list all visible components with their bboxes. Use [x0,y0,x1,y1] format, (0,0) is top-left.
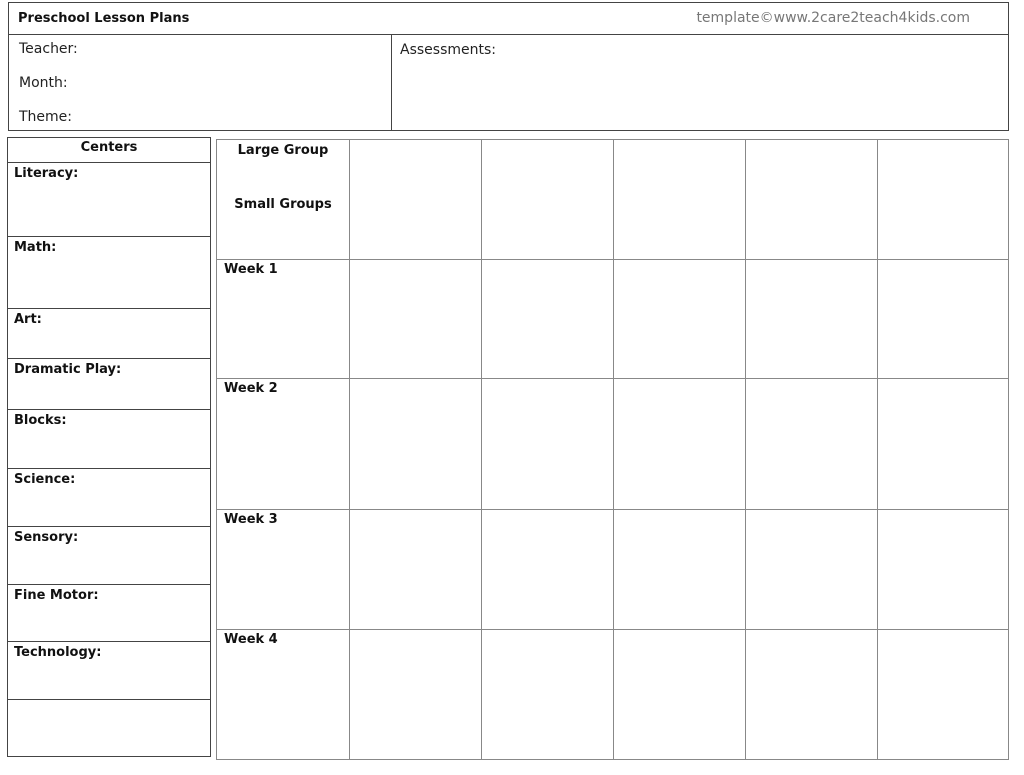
grid-row-divider [217,629,1008,630]
center-row-sensory [8,527,210,585]
center-row-math [8,237,210,309]
centers-header: Centers [80,140,138,155]
assessments-label: Assessments: [400,42,496,58]
center-row-art [8,309,210,359]
page-title: Preschool Lesson Plans [18,11,190,26]
week-label: Week 1 [224,262,278,277]
center-label: Sensory: [14,530,79,545]
weekly-plan-grid [216,139,1009,760]
center-label: Art: [14,312,42,327]
teacher-label: Teacher: [19,41,78,57]
week-label: Week 3 [224,512,278,527]
center-row-technology [8,642,210,700]
grid-column-divider [877,140,878,759]
center-row-fine-motor [8,585,210,642]
center-row-blocks [8,410,210,469]
center-label: Literacy: [14,166,79,181]
week-label: Week 4 [224,632,278,647]
grid-row-divider [217,509,1008,510]
grid-row-divider [217,378,1008,379]
centers-header-row [8,138,210,163]
center-row-science [8,469,210,527]
center-label: Math: [14,240,57,255]
week-label: Week 2 [224,381,278,396]
info-left-panel [9,35,392,130]
small-groups-label: Small Groups [234,197,332,212]
grid-column-divider [613,140,614,759]
large-group-label: Large Group [237,143,329,158]
page-header [8,2,1009,35]
center-label: Fine Motor: [14,588,99,603]
grid-column-divider [481,140,482,759]
center-row-blank [8,700,210,756]
center-row-dramatic-play [8,359,210,410]
grid-row-divider [217,259,1008,260]
info-block [8,35,1009,131]
grid-column-divider [349,140,350,759]
center-label: Technology: [14,645,102,660]
centers-column [7,137,211,757]
center-label: Science: [14,472,76,487]
center-label: Dramatic Play: [14,362,122,377]
month-label: Month: [19,75,68,91]
grid-column-divider [745,140,746,759]
center-label: Blocks: [14,413,67,428]
center-row-literacy [8,163,210,237]
template-site-credit: template©www.2care2teach4kids.com [696,10,970,26]
theme-label: Theme: [19,109,73,125]
